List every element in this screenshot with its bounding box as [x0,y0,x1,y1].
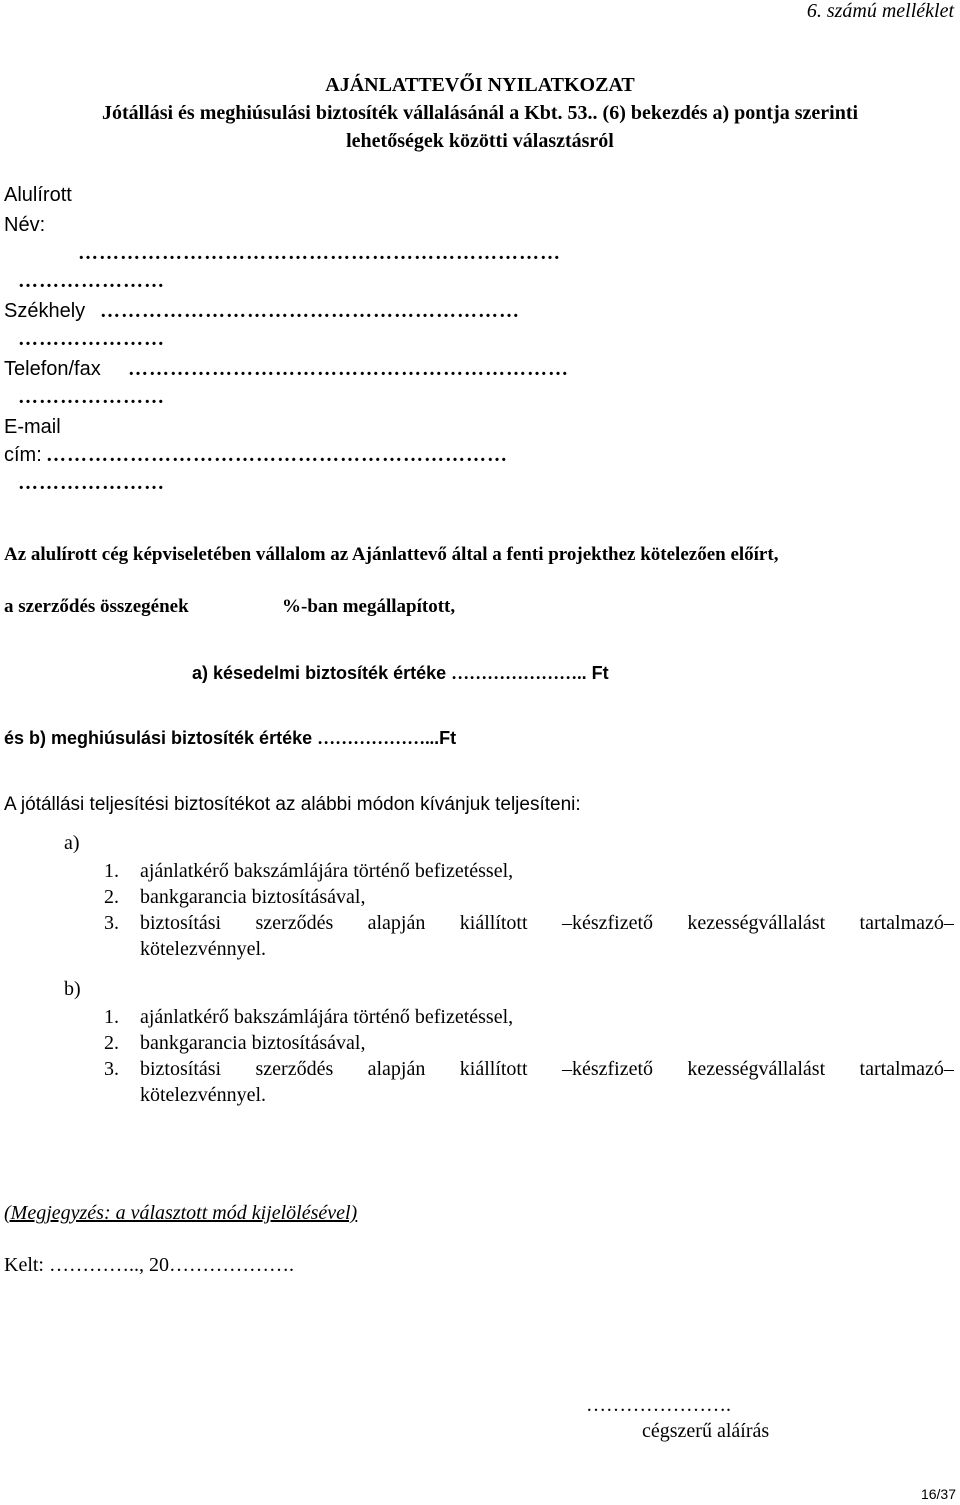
word: szerződés [255,1058,334,1080]
address-label: cím: [4,444,42,466]
delay-guarantee-fill: …………………. [451,663,582,683]
word: biztosítási [140,1058,222,1080]
delay-guarantee-row [192,663,609,684]
group-b-option-insurance [140,1058,954,1081]
address-fill-line: ………………………………………………………… [46,444,508,466]
group-b-item3-number: 3. [104,1058,119,1080]
undersigned-label: Alulírott [4,184,72,206]
delay-guarantee-label: a) késedelmi biztosíték értéke [192,663,452,683]
word: szerződés [255,912,334,934]
word: alapján [367,912,426,934]
seat-fill-line: …………………………………………………… [100,300,520,322]
name-label: Név: [4,214,46,236]
phone-fax-fill-line: ……………………………………………………… [128,358,569,380]
word: biztosítási [140,912,222,934]
group-a-option-insurance [140,912,954,935]
group-b-item1-number: 1. [104,1006,119,1028]
word: kezességvállalást [687,1058,826,1080]
statement-line1: Az alulírott cég képviseletében vállalom az Ajánlattevő által a fenti projekthez kötelezően előírt, [4,544,779,565]
group-a-item2-number: 2. [104,886,119,908]
word: –készfizető [561,1058,654,1080]
failure-guarantee-row [4,728,456,749]
email-label: E-mail [4,416,61,438]
word: kiállított [459,1058,528,1080]
word: tartalmazó– [859,912,954,934]
phone-fax-fill-line-cont: ………………… [18,386,165,408]
name-fill-line: …………………………………………………………… [78,242,561,264]
phone-fax-label: Telefon/fax [4,358,101,380]
group-a-item1-number: 1. [104,860,119,882]
word: alapján [367,1058,426,1080]
delay-guarantee-currency: . Ft [581,663,609,683]
word: tartalmazó– [859,1058,954,1080]
seat-fill-line-cont: ………………… [18,328,165,350]
group-b-option-bank-transfer: ajánlatkérő bakszámlájára történő befizetéssel, [140,1006,514,1028]
statement-percent: %-ban megállapított, [282,596,456,617]
date-line: Kelt: ………….., 20………………. [4,1254,294,1276]
word: kezességvállalást [687,912,826,934]
failure-guarantee-fill: ……………….. [317,728,435,748]
group-a-option-bank-guarantee: bankgarancia biztosításával, [140,886,366,908]
annex-label: 6. számú melléklet [806,0,954,22]
group-b-label: b) [64,978,81,1000]
word: –készfizető [561,912,654,934]
seat-label: Székhely [4,300,86,322]
document-subtitle-line2: lehetőségek közötti választásról [346,130,614,152]
word: kiállított [459,912,528,934]
group-a-label: a) [64,832,80,854]
document-title: AJÁNLATTEVŐI NYILATKOZAT [325,74,635,96]
page-number: 16/37 [920,1486,956,1502]
address-fill-line-cont: ………………… [18,472,165,494]
signature-line: …………………. [586,1394,731,1416]
failure-guarantee-label: és b) meghiúsulási biztosíték értéke [4,728,318,748]
failure-guarantee-currency: .Ft [434,728,457,748]
options-intro: A jótállási teljesítési biztosítékot az alábbi módon kívánjuk teljesíteni: [4,794,581,815]
group-a-option-bank-transfer: ajánlatkérő bakszámlájára történő befizetéssel, [140,860,514,882]
group-b-item2-number: 2. [104,1032,119,1054]
document-subtitle-line1: Jótállási és meghiúsulási biztosíték vállalásánál a Kbt. 53.. (6) bekezdés a) pontja szerinti [101,102,859,124]
group-a-option-insurance-cont: kötelezvénnyel. [140,938,267,960]
signature-label: cégszerű aláírás [642,1420,770,1442]
group-a-item3-number: 3. [104,912,119,934]
statement-contract-share: a szerződés összegének [4,596,189,617]
name-fill-line-cont: ………………… [18,270,165,292]
group-b-option-insurance-cont: kötelezvénnyel. [140,1084,267,1106]
group-b-option-bank-guarantee: bankgarancia biztosításával, [140,1032,366,1054]
selection-note: (Megjegyzés: a választott mód kijelölésével) [4,1202,358,1224]
